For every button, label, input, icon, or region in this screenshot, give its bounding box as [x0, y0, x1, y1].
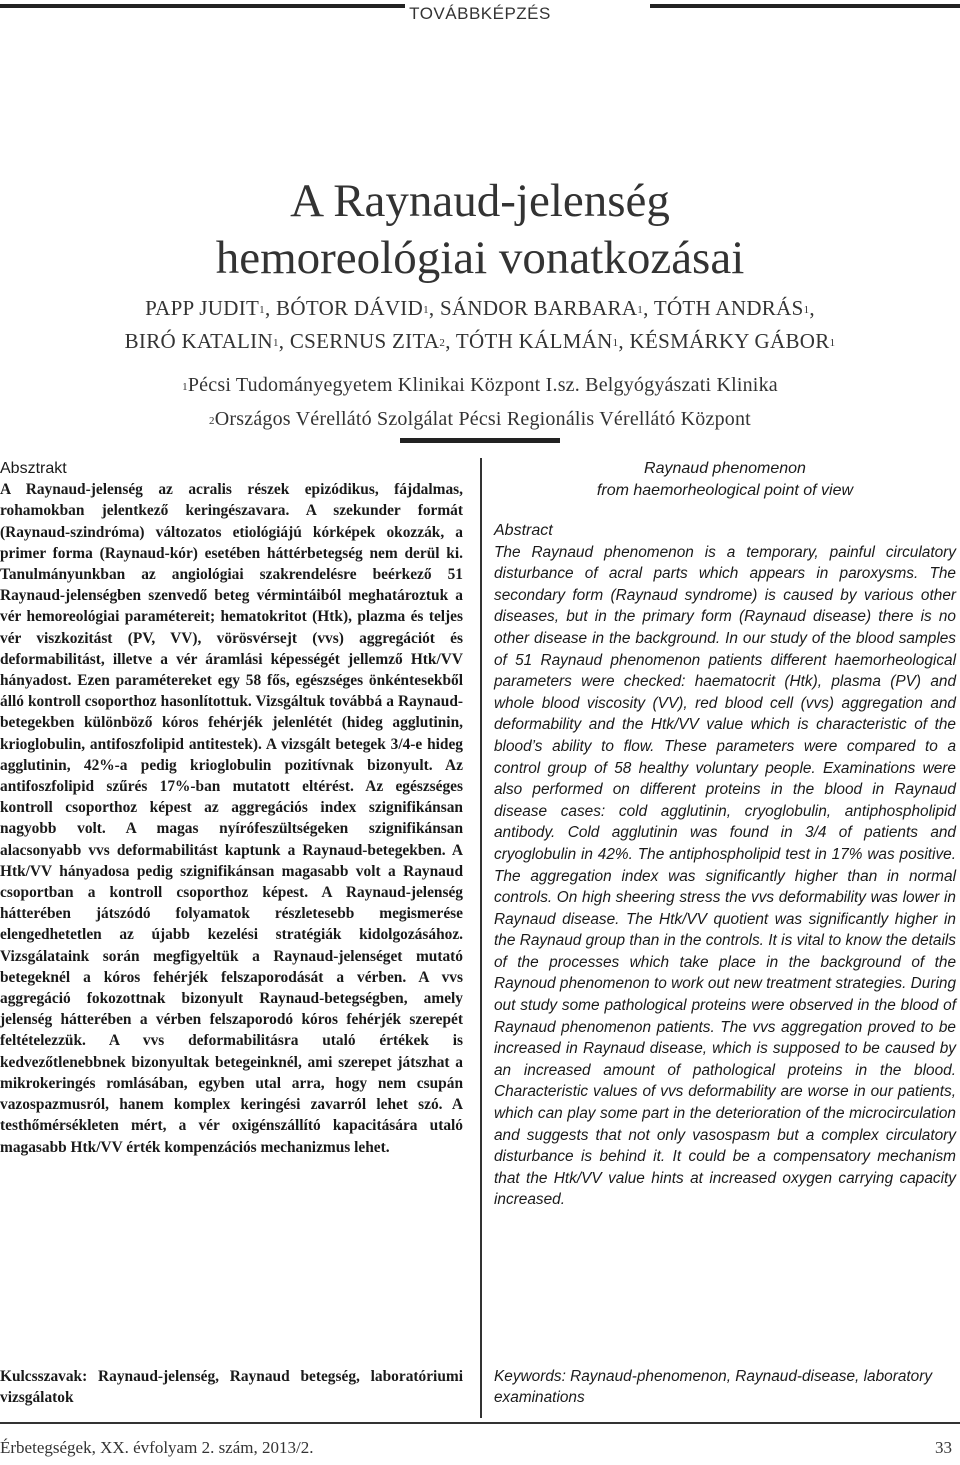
title-divider — [400, 438, 560, 443]
page-number: 33 — [935, 1438, 952, 1457]
sup: 1 — [829, 337, 836, 349]
abstract-hu-label: Absztrakt — [0, 460, 67, 477]
sup: 2 — [439, 337, 446, 349]
sup: 1 — [803, 304, 810, 316]
author-sandor: , SÁNDOR BARBARA — [428, 296, 638, 320]
author-botor: , BÓTOR DÁVID — [264, 296, 424, 320]
en-title-line-1: Raynaud phenomenon — [644, 460, 806, 477]
author-csernus: , CSERNUS ZITA — [278, 329, 440, 353]
author-kesmarky: , KÉSMÁRKY GÁBOR — [618, 329, 830, 353]
abstract-hu-text: A Raynaud-jelenség az acralis részek epizódikus, fájdalmas, rohamokban jelentkező keringészavara. A szekunder formát (Raynaud-szindróma) változatos etiológiájú kórképek okozzák, a primer forma (Raynaud-kór) esetében háttérbetegség nem derül ki. Tanulmányunkban az angiológiai szakrendelésre beérkező 51 Raynaud-jelenségben szenvedő beteg vérmintáiból meghatároztuk a vér hemoreológiai paramétereit; hematokritot (Htk), plazma és teljes vér viszkozitást (PV, VV), vörösvérsejt (vvs) aggregációt és deformabilitást, illetve a vér áramlási képességét jellemző Htk/VV hányadost. Ezen paramétereket egy 58 fős, egészséges önkéntesekből álló kontroll csoporthoz hasonlítottuk. Vizsgáltuk továbbá a Raynaud-betegekben különböző kóros fehérjék jelenlétét (hideg agglutinin, krioglobulin, antifoszfolipid antitestek). A vizsgált betegek 3/4-e hideg agglutinin, 42%-a pedig krioglobulin pozitívnak bizonyult. Az antifoszfolipid szűrés 17%-ban mutatott eltérést. Az egészséges kontroll csoporthoz képest az aggregációs index szignifikánsan nagyobb volt. A magas nyírófeszültségeken szignifikánsan alacsonyabb vvs deformabilitást kaptunk a Raynaud-betegekben. A Htk/VV hányadosa pedig szignifikánsan magasabb volt a Raynaud csoportban a kontroll csoporthoz képest. A Raynaud-jelenség hátterében játszódó folyamatok részletesebb megismerése elengedhetetlen az újabb kezelési stratégiák kidolgozásához. Vizsgálataink során megfigyeltük a Raynaud-jelenséget mutató betegeknél a kóros fehérjék felszaporodását a vérben. A vvs aggregáció fokozottnak bizonyult Raynaud-betegségben, amely jelenség hátterében a vérben felszaporodó kóros fehérjék szerepét feltételezzük. A vvs deformabilitásra utaló értékek is kedvezőtlenebbnek bizonyultak betegeinknél, ami szerepet játszhat a mikrokeringés romlásában, egyben utal arra, hogy nem csupán vazospazmusról, hanem komplex keringési zavarról lehet szó. A testhőmérsékleten mért, a vér oxigénszállító kapacitására utaló magasabb Htk/VV érték kompenzációs mechanizmus lehet. — [0, 481, 463, 1156]
journal-citation: Érbetegségek, XX. évfolyam 2. szám, 2013/2. — [0, 1438, 314, 1457]
sup: 1 — [612, 337, 619, 349]
abstract-en-label: Abstract — [494, 522, 553, 539]
author-toth-andras: , TÓTH ANDRÁS — [643, 296, 804, 320]
article-title — [0, 173, 960, 287]
author-biro: BIRÓ KATALIN — [124, 329, 273, 353]
abstract-hungarian — [0, 458, 463, 1158]
title-line-2: hemoreológiai vonatkozásai — [215, 232, 745, 285]
section-label: TOVÁBBKÉPZÉS — [409, 4, 551, 23]
sup: 1 — [259, 304, 265, 316]
keywords-hungarian: Kulcsszavak: Raynaud-jelenség, Raynaud betegség, laboratóriumi vizsgálatok — [0, 1368, 463, 1406]
column-divider — [480, 458, 482, 1418]
sup: 1 — [272, 337, 279, 349]
author-toth-kalman: , TÓTH KÁLMÁN — [445, 329, 613, 353]
affiliation-1: Pécsi Tudományegyetem Klinikai Központ I.sz. Belgyógyászati Klinika — [187, 374, 778, 396]
affiliations — [0, 368, 960, 436]
footer-rule — [0, 1422, 960, 1424]
keywords-english: Keywords: Raynaud-phenomenon, Raynaud-disease, laboratory examinations — [494, 1368, 933, 1406]
abstract-en-text: The Raynaud phenomenon is a temporary, painful circulatory disturbance of acral parts which appears in paroxysms. The secondary form (Raynaud syndrome) is caused by various other diseases, but in the primary form (Raynaud disease) there is no other disease in the background. In our study of the blood samples of 51 Raynaud phenomenon patients different haemorheological parameters were checked: haematocrit (Htk), plasma (PV) and whole blood viscosity (VV), red blood cell (vvs) aggregation and deformability and the Htk/VV value which is characteristic of the blood’s ability to flow. These parameters were compared to a control group of 58 healthy voluntary people. Examinations were also performed on different proteins in the blood in Raynaud disease cases: cold agglutinin, cryoglobulin, antiphospholipid antibody. Cold agglutinin was found in 3/4 of patients and cryoglobulin in 42%. The antiphospholipid test in 17% was positive. The aggregation index was significantly higher than in normal controls. On high sheering stress the vvs deformability was lower in Raynaud disease. The Htk/VV quotient was significantly higher in the Raynaud group than in the controls. It is vital to know the details of the processes which take place in the background of the Raynoud phenomenon to work out new treatment strategies. During out study some pathological proteins were observed in the blood of Raynaud phenomenon patients. The vvs aggregation proved to be increased in Raynaud disease, which is supposed to be caused by an increased amount of pathological proteins in the blood. Characteristic values of vvs deformability are worse in our patients, which can play some part in the deterioration of the microcirculation and suggests that not only vasospasm but a complex circulatory disturbance is behind it. It could be a compensatory mechanism that the Htk/VV value hints at increased oxygen carrying capacity increased. — [494, 543, 956, 1209]
author-list — [0, 292, 960, 358]
author-papp: PAPP JUDIT — [145, 296, 260, 320]
title-line-1: A Raynaud-jelenség — [290, 175, 670, 228]
sup: 1 — [182, 381, 188, 393]
header-rule-left — [0, 4, 405, 8]
abstract-en-title — [494, 458, 956, 502]
abstract-english — [494, 458, 956, 1211]
header-rule-right — [650, 4, 960, 8]
sup: 1 — [423, 304, 429, 316]
sup: 1 — [637, 304, 644, 316]
en-title-line-2: from haemorheological point of view — [596, 482, 854, 499]
affiliation-2: Országos Vérellátó Szolgálat Pécsi Regionális Vérellátó Központ — [214, 408, 751, 430]
sup: 2 — [209, 415, 215, 427]
author-sep: , — [809, 296, 815, 320]
